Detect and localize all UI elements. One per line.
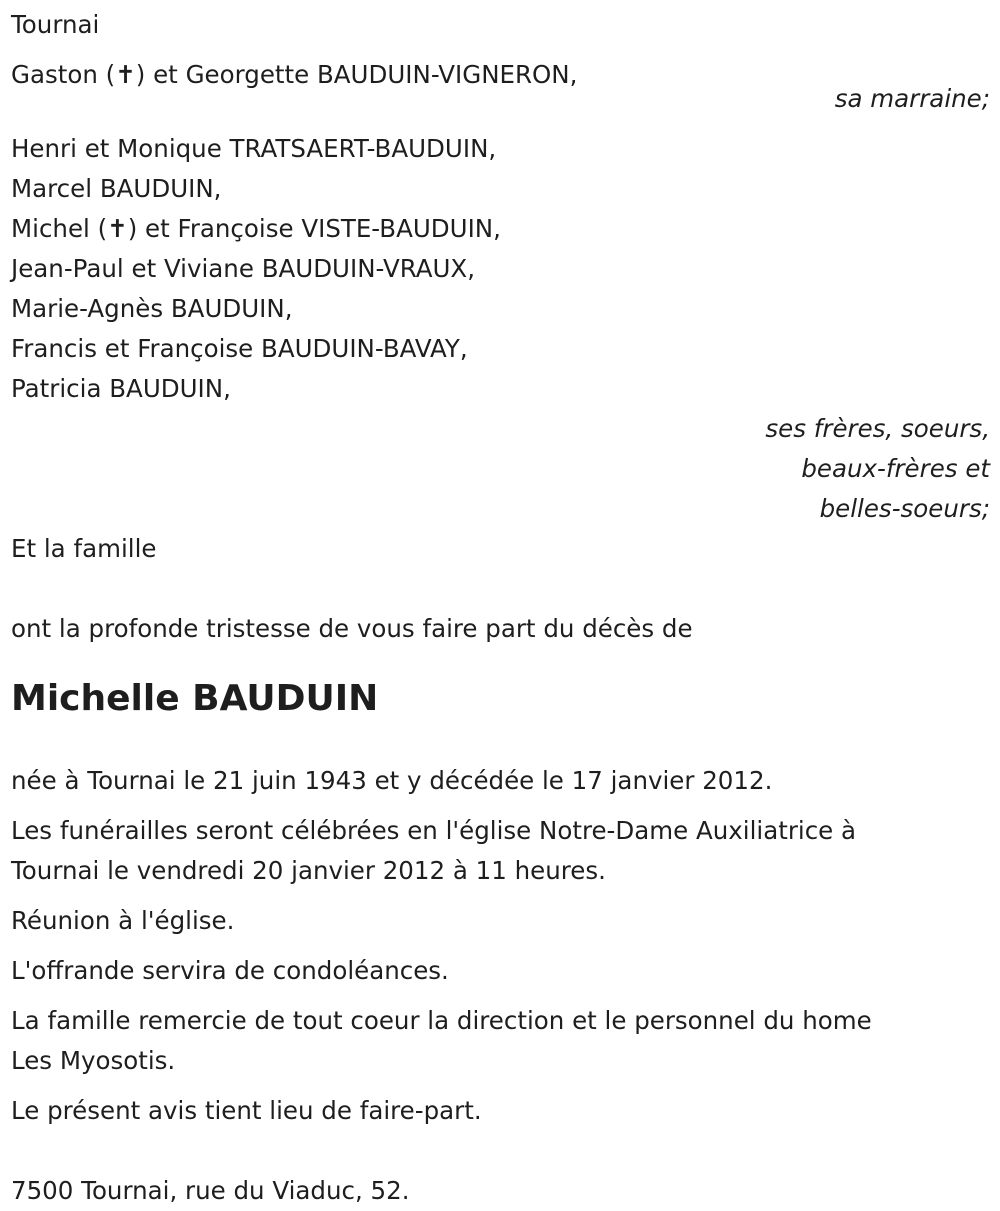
offering-text: L'offrande servira de condoléances. bbox=[11, 956, 449, 985]
thanks-paragraph bbox=[11, 1001, 990, 1081]
siblings-relation-line: beaux-frères et bbox=[801, 454, 990, 483]
thanks-text-line: La famille remercie de tout coeur la direction et le personnel du home bbox=[11, 1006, 872, 1035]
siblings-relation bbox=[11, 409, 990, 529]
funeral-text-line: Tournai le vendredi 20 janvier 2012 à 11 heures. bbox=[11, 856, 606, 885]
family-line: Et la famille bbox=[11, 534, 157, 563]
funeral-text-line: Les funérailles seront célébrées en l'église Notre-Dame Auxiliatrice à bbox=[11, 816, 857, 845]
siblings-relation-line: belles-soeurs; bbox=[819, 494, 990, 523]
godmother-relation: sa marraine; bbox=[834, 84, 990, 113]
deceased-name: Michelle BAUDUIN bbox=[11, 678, 379, 719]
birth-death-text: née à Tournai le 21 juin 1943 et y décédée le 17 janvier 2012. bbox=[11, 766, 773, 795]
sibling-entry: Francis et Françoise BAUDUIN-BAVAY, bbox=[11, 334, 468, 363]
godmother-names: Gaston (✝) et Georgette BAUDUIN-VIGNERON, bbox=[11, 60, 578, 89]
siblings-list bbox=[11, 129, 990, 409]
sibling-entry: Marcel BAUDUIN, bbox=[11, 174, 222, 203]
obituary-notice bbox=[11, 5, 990, 1211]
funeral-paragraph bbox=[11, 811, 990, 891]
sibling-entry: Michel (✝) et Françoise VISTE-BAUDUIN, bbox=[11, 214, 501, 243]
notice-text: Le présent avis tient lieu de faire-part. bbox=[11, 1096, 482, 1125]
meeting-text: Réunion à l'église. bbox=[11, 906, 235, 935]
announcement-text: ont la profonde tristesse de vous faire part du décès de bbox=[11, 614, 693, 643]
sibling-entry: Patricia BAUDUIN, bbox=[11, 374, 231, 403]
siblings-relation-line: ses frères, soeurs, bbox=[765, 414, 990, 443]
sibling-entry: Henri et Monique TRATSAERT-BAUDUIN, bbox=[11, 134, 497, 163]
address-text: 7500 Tournai, rue du Viaduc, 52. bbox=[11, 1176, 410, 1205]
thanks-text-line: Les Myosotis. bbox=[11, 1046, 176, 1075]
city-heading: Tournai bbox=[11, 10, 100, 39]
sibling-entry: Marie-Agnès BAUDUIN, bbox=[11, 294, 293, 323]
sibling-entry: Jean-Paul et Viviane BAUDUIN-VRAUX, bbox=[11, 254, 476, 283]
